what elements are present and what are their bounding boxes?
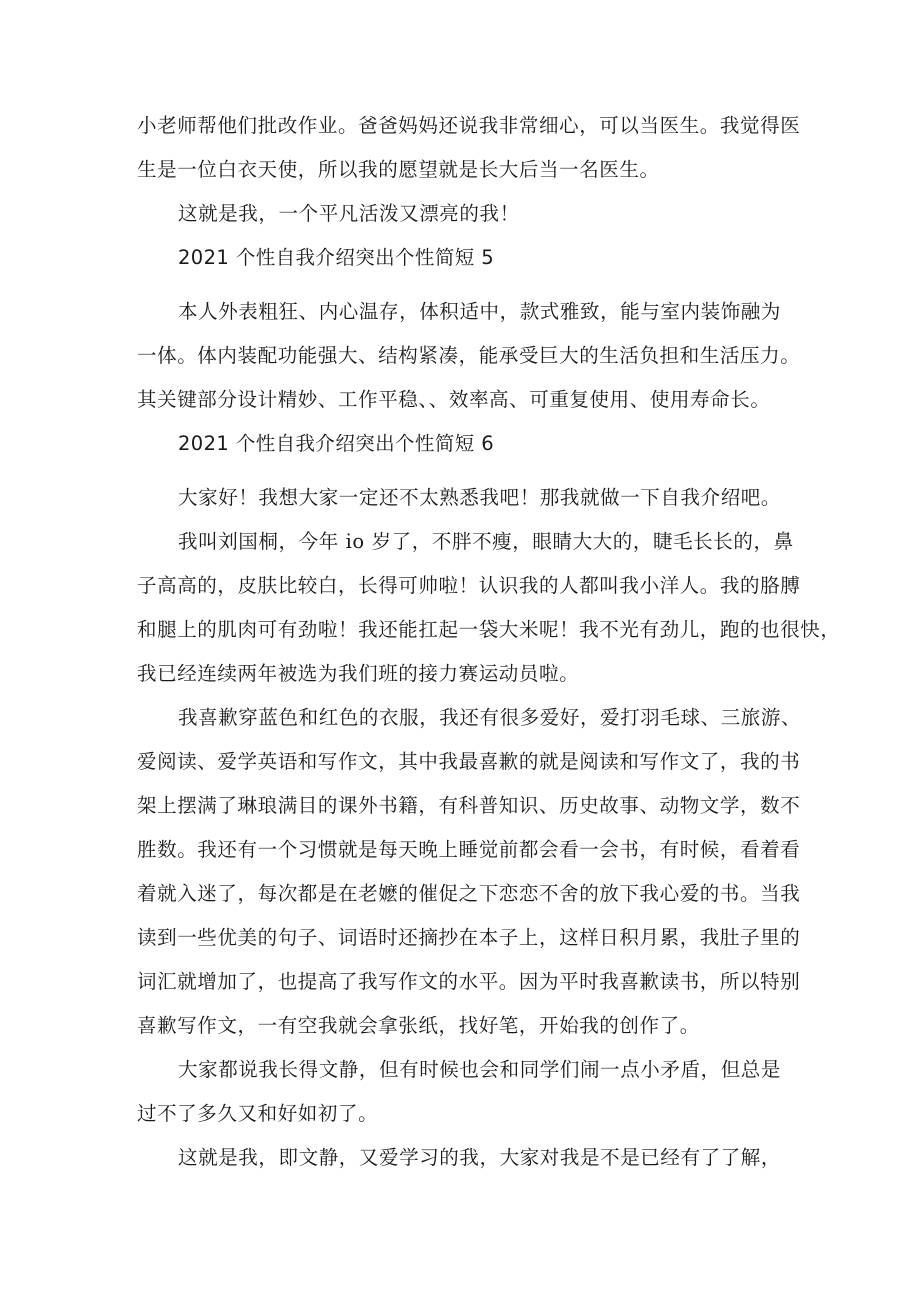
paragraph-line: 这就是我，一个平凡活泼又漂亮的我！ [178, 202, 520, 225]
paragraph-line: 架上摆满了琳琅满目的课外书籍，有科普知识、历史故事、动物文学，数不 [137, 794, 801, 817]
paragraph-line: 本人外表粗狂、内心温存，体积适中，款式雅致，能与室内装饰融为 [178, 300, 782, 323]
section-heading: 2021 个性自我介绍突出个性简短 6 [178, 432, 495, 455]
paragraph-line: 子高高的，皮肤比较白，长得可帅啦！认识我的人都叫我小洋人。我的胳膊 [137, 574, 801, 597]
paragraph-line: 爱阅读、爱学英语和写作文，其中我最喜歉的就是阅读和写作文了，我的书 [137, 750, 801, 773]
paragraph-line: 过不了多久又和好如初了。 [137, 1102, 379, 1125]
paragraph-line: 一体。体内装配功能强大、结构紧凑，能承受巨大的生活负担和生活压力。 [137, 344, 801, 367]
paragraph-line: 词汇就增加了，也提高了我写作文的水平。因为平时我喜歉读书，所以特别 [137, 970, 801, 993]
paragraph-line: 生是一位白衣天使，所以我的愿望就是长大后当一名医生。 [137, 158, 660, 181]
paragraph-line: 大家都说我长得文静，但有时候也会和同学们闹一点小矛盾，但总是 [178, 1058, 782, 1081]
paragraph-line: 其关键部分设计精妙、工作平稳、、效率高、可重复使用、使用寿命长。 [137, 388, 771, 411]
section-heading: 2021 个性自我介绍突出个性简短 5 [178, 246, 495, 269]
paragraph-line: 胜数。我还有一个习惯就是每天晚上睡觉前都会看一会书，有时候，看着看 [137, 838, 801, 861]
paragraph-line: 着就入迷了，每次都是在老嬷的催促之下恋恋不舍的放下我心爱的书。当我 [137, 882, 801, 905]
paragraph-line: 喜歉写作文，一有空我就会拿张纸，找好笔，开始我的创作了。 [137, 1014, 700, 1037]
paragraph-line: 我已经连续两年被选为我们班的接力赛运动员啦。 [137, 662, 580, 685]
paragraph-line: 这就是我，即文静，又爱学习的我，大家对我是不是已经有了了解， [178, 1146, 782, 1169]
paragraph-line: 我叫刘国桐，今年 io 岁了，不胖不瘦，眼睛大大的，睫毛长长的，鼻 [178, 530, 794, 553]
paragraph-line: 我喜歉穿蓝色和红色的衣服，我还有很多爱好，爱打羽毛球、三旅游、 [178, 706, 802, 729]
paragraph-line: 和腿上的肌肉可有劲啦！我还能扛起一袋大米呢！我不光有劲儿，跑的也很快， [137, 618, 841, 641]
paragraph-line: 大家好！我想大家一定还不太熟悉我吧！那我就做一下自我介绍吧。 [178, 486, 782, 509]
paragraph-line: 小老师帮他们批改作业。爸爸妈妈还说我非常细心，可以当医生。我觉得医 [137, 114, 801, 137]
paragraph-line: 读到一些优美的句子、词语时还摘抄在本子上，这样日积月累，我肚子里的 [137, 926, 801, 949]
